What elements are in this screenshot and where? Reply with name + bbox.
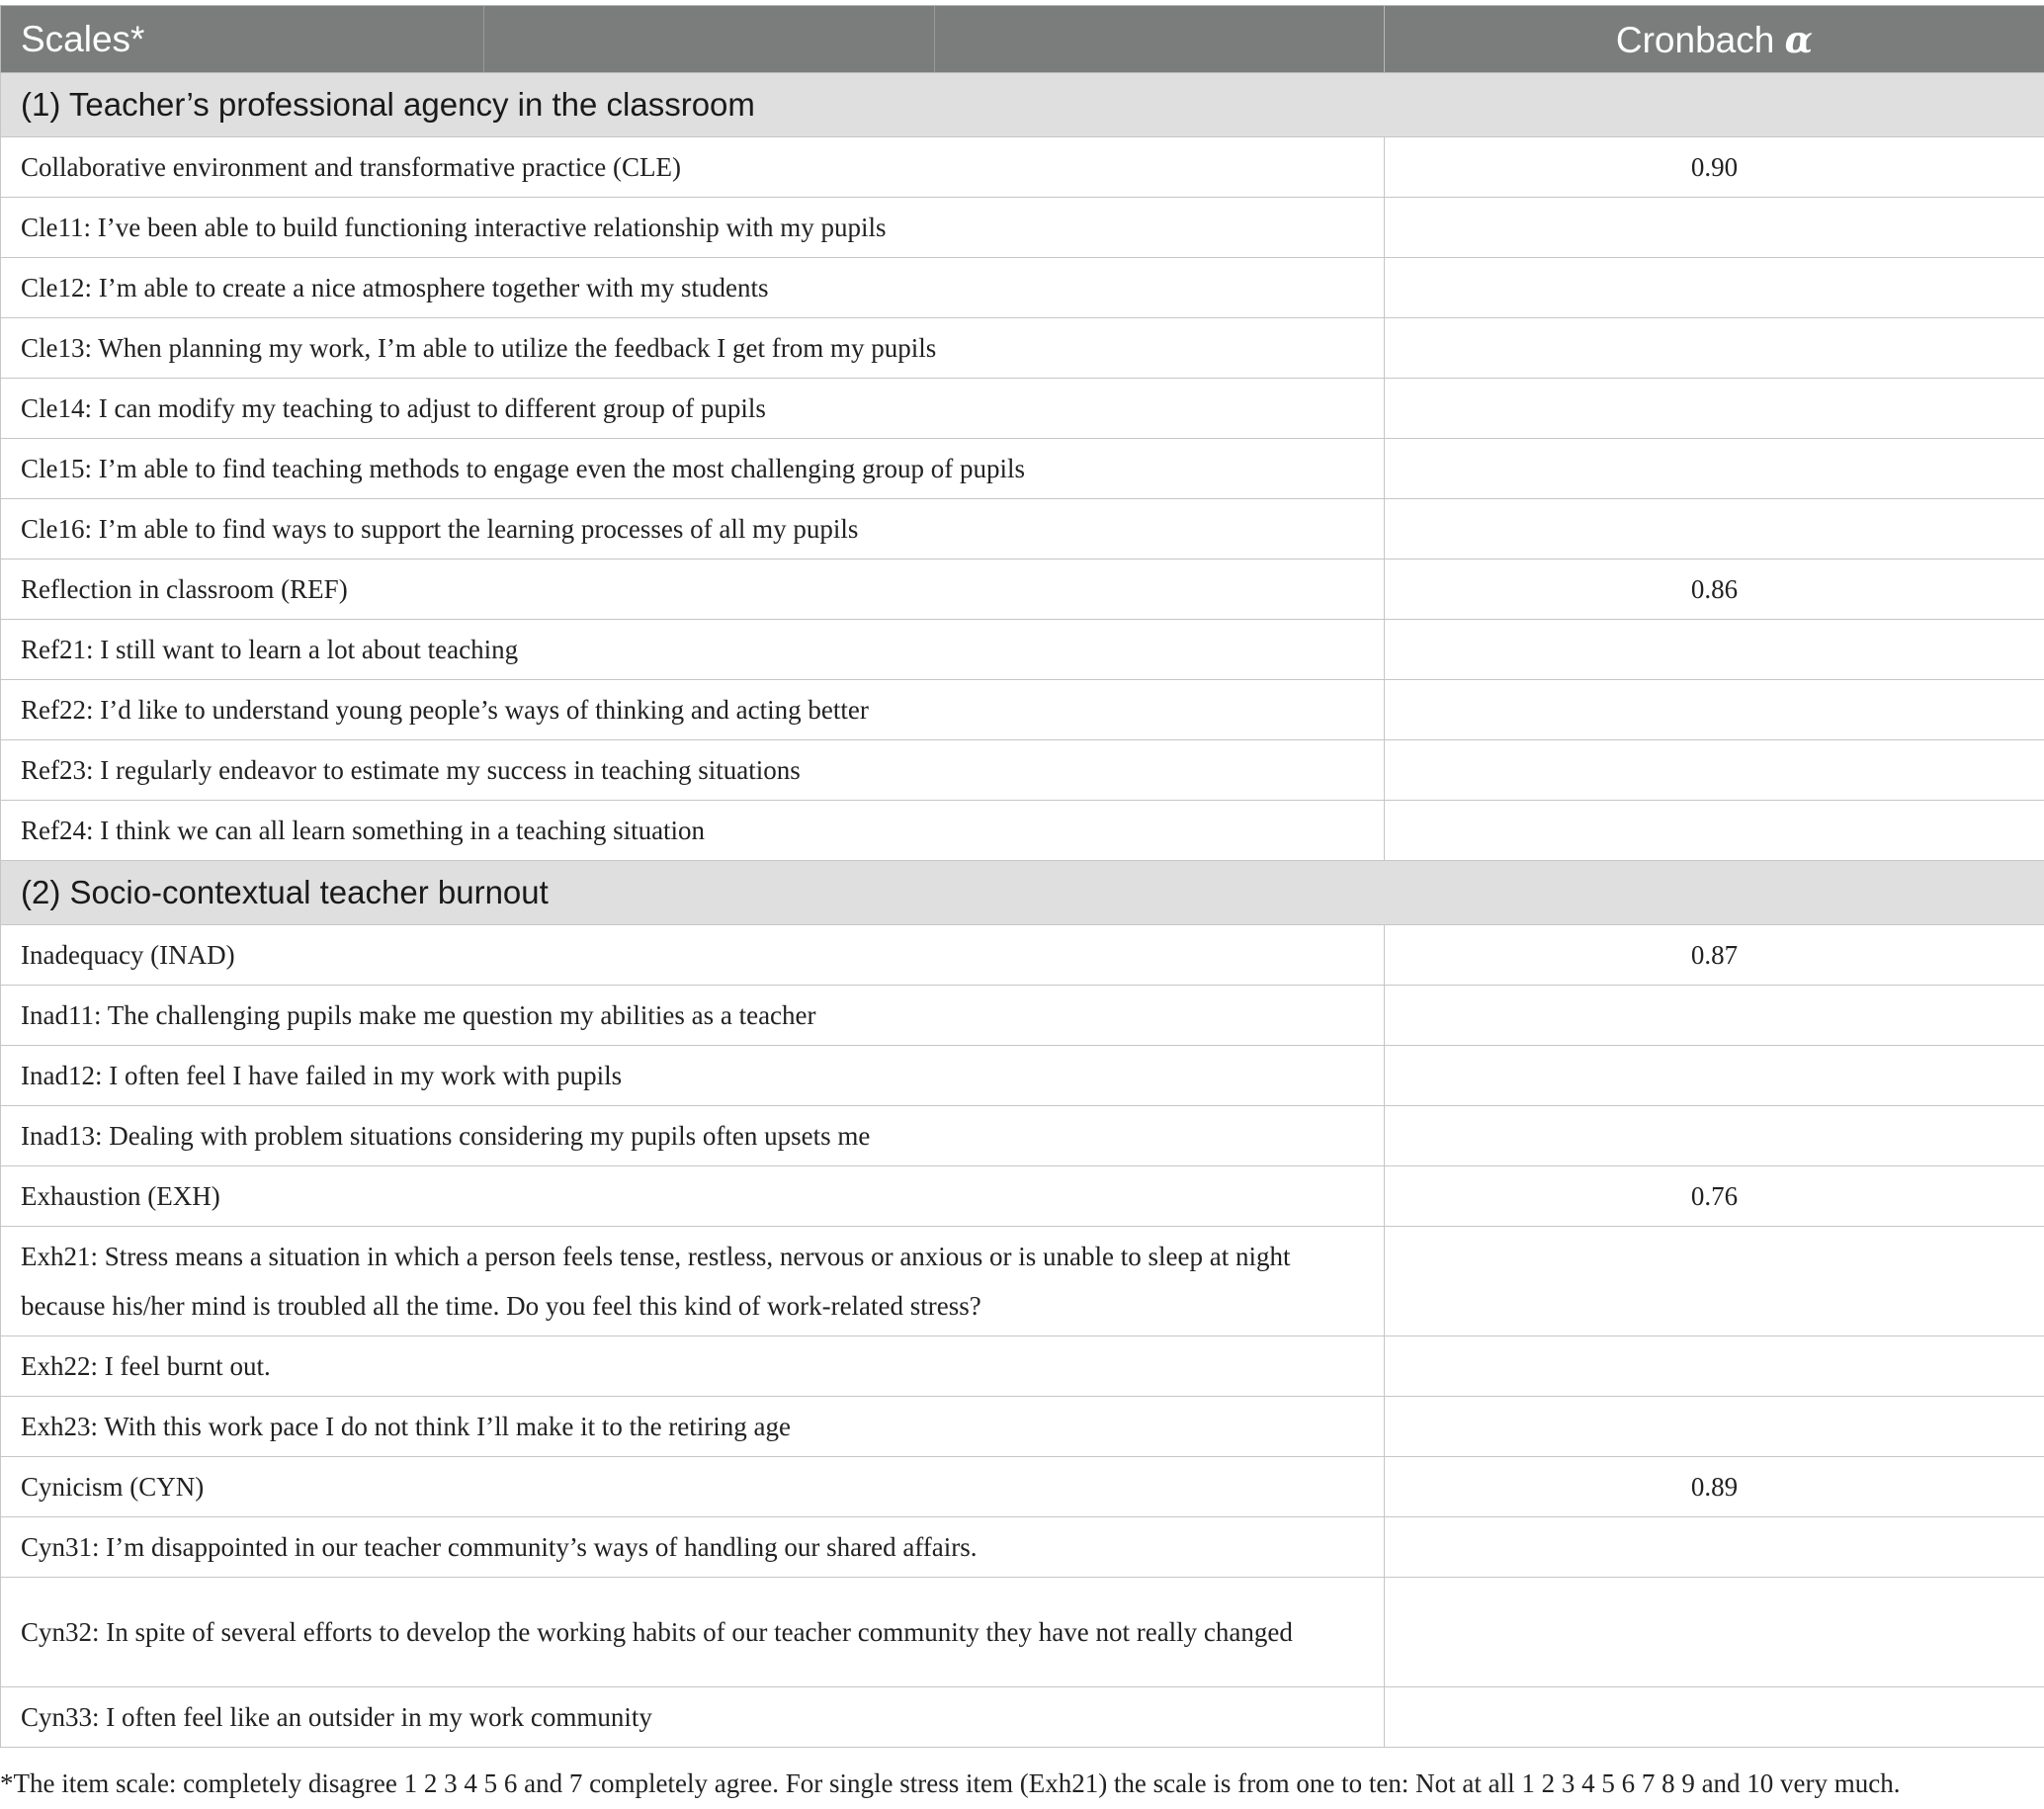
section-row [1, 73, 2044, 137]
scale-item-label: Cle14: I can modify my teaching to adjust to different group of pupils [1, 379, 1385, 439]
table-row [1, 258, 2044, 318]
cronbach-alpha-value [1385, 379, 2044, 439]
cronbach-alpha-value [1385, 318, 2044, 379]
scale-item-label: Exh23: With this work pace I do not think I’ll make it to the retiring age [1, 1397, 1385, 1457]
scale-item-label: Ref24: I think we can all learn something in a teaching situation [1, 801, 1385, 861]
cronbach-alpha-value: 0.87 [1385, 925, 2044, 986]
scales-table [0, 5, 2044, 1748]
cronbach-alpha-value [1385, 1397, 2044, 1457]
cronbach-alpha-value [1385, 1578, 2044, 1687]
cronbach-alpha-value [1385, 499, 2044, 560]
header-cronbach [1385, 6, 2044, 73]
scale-item-label: Ref22: I’d like to understand young people’s ways of thinking and acting better [1, 680, 1385, 740]
cronbach-alpha-value [1385, 1227, 2044, 1336]
header-scales [1, 6, 1385, 73]
cronbach-alpha-value [1385, 620, 2044, 680]
table-row [1, 439, 2044, 499]
table-row [1, 1046, 2044, 1106]
scale-item-label: Cynicism (CYN) [1, 1457, 1385, 1517]
cronbach-alpha-value: 0.89 [1385, 1457, 2044, 1517]
scale-item-label: Collaborative environment and transformative practice (CLE) [1, 137, 1385, 198]
table-row [1, 620, 2044, 680]
cronbach-alpha-value [1385, 740, 2044, 801]
table-row [1, 1517, 2044, 1578]
table-row [1, 1166, 2044, 1227]
scale-item-label: Inad13: Dealing with problem situations considering my pupils often upsets me [1, 1106, 1385, 1166]
scale-item-label: Ref23: I regularly endeavor to estimate my success in teaching situations [1, 740, 1385, 801]
table-body [1, 73, 2044, 1748]
section-row [1, 861, 2044, 925]
scale-item-label: Inad12: I often feel I have failed in my work with pupils [1, 1046, 1385, 1106]
table-row [1, 740, 2044, 801]
scale-item-label: Inadequacy (INAD) [1, 925, 1385, 986]
table-header [1, 6, 2044, 73]
table-footnote: *The item scale: completely disagree 1 2 3 4 5 6 and 7 completely agree. For single stress item (Exh21) the scale is from one to ten: Not at all 1 2 3 4 5 6 7 8 9 and 10 very much. [0, 1768, 1901, 1798]
cronbach-alpha-value [1385, 1046, 2044, 1106]
table-row [1, 680, 2044, 740]
cronbach-alpha-value [1385, 1687, 2044, 1748]
table-row [1, 1227, 2044, 1336]
table-row [1, 499, 2044, 560]
cronbach-alpha-value [1385, 198, 2044, 258]
table-row [1, 801, 2044, 861]
header-cronbach-label: Cronbach [1615, 19, 1785, 60]
table-row [1, 1457, 2044, 1517]
scale-item-label: Cle12: I’m able to create a nice atmosphere together with my students [1, 258, 1385, 318]
scale-item-label: Exh22: I feel burnt out. [1, 1336, 1385, 1397]
table-row [1, 1578, 2044, 1687]
cronbach-alpha-value: 0.86 [1385, 560, 2044, 620]
scale-item-label: Cle16: I’m able to find ways to support the learning processes of all my pupils [1, 499, 1385, 560]
table-row [1, 379, 2044, 439]
scale-item-label: Reflection in classroom (REF) [1, 560, 1385, 620]
scale-item-label: Cyn33: I often feel like an outsider in my work community [1, 1687, 1385, 1748]
cronbach-alpha-value [1385, 1336, 2044, 1397]
section-title: (1) Teacher’s professional agency in the classroom [1, 73, 2044, 137]
table-row [1, 1397, 2044, 1457]
cronbach-alpha-value [1385, 1517, 2044, 1578]
cronbach-alpha-value: 0.90 [1385, 137, 2044, 198]
scales-table-container [0, 5, 2044, 1748]
scale-item-label: Cyn32: In spite of several efforts to develop the working habits of our teacher community they have not really changed [1, 1578, 1385, 1687]
header-row [1, 6, 2044, 73]
header-scales-label: Scales* [21, 18, 145, 59]
scale-item-label: Cle13: When planning my work, I’m able to utilize the feedback I get from my pupils [1, 318, 1385, 379]
table-row [1, 198, 2044, 258]
scale-item-label: Exhaustion (EXH) [1, 1166, 1385, 1227]
table-row [1, 318, 2044, 379]
scale-item-label: Cle15: I’m able to find teaching methods to engage even the most challenging group of pupils [1, 439, 1385, 499]
table-row [1, 1336, 2044, 1397]
cronbach-alpha-value [1385, 258, 2044, 318]
table-row [1, 986, 2044, 1046]
cronbach-alpha-value [1385, 801, 2044, 861]
table-row [1, 925, 2044, 986]
section-title: (2) Socio-contextual teacher burnout [1, 861, 2044, 925]
scale-item-label: Inad11: The challenging pupils make me question my abilities as a teacher [1, 986, 1385, 1046]
cronbach-alpha-value: 0.76 [1385, 1166, 2044, 1227]
scale-item-label: Ref21: I still want to learn a lot about teaching [1, 620, 1385, 680]
cronbach-alpha-value [1385, 680, 2044, 740]
scale-item-label: Exh21: Stress means a situation in which a person feels tense, restless, nervous or anxious or is unable to sleep at night because his/her mind is troubled all the time. Do you feel this kind of work-related stress? [1, 1227, 1385, 1336]
table-row [1, 560, 2044, 620]
scale-item-label: Cle11: I’ve been able to build functioning interactive relationship with my pupils [1, 198, 1385, 258]
cronbach-alpha-value [1385, 439, 2044, 499]
table-row [1, 1106, 2044, 1166]
table-row [1, 137, 2044, 198]
cronbach-alpha-value [1385, 986, 2044, 1046]
scale-item-label: Cyn31: I’m disappointed in our teacher community’s ways of handling our shared affairs. [1, 1517, 1385, 1578]
cronbach-alpha-value [1385, 1106, 2044, 1166]
alpha-symbol: α [1784, 17, 1814, 61]
table-row [1, 1687, 2044, 1748]
